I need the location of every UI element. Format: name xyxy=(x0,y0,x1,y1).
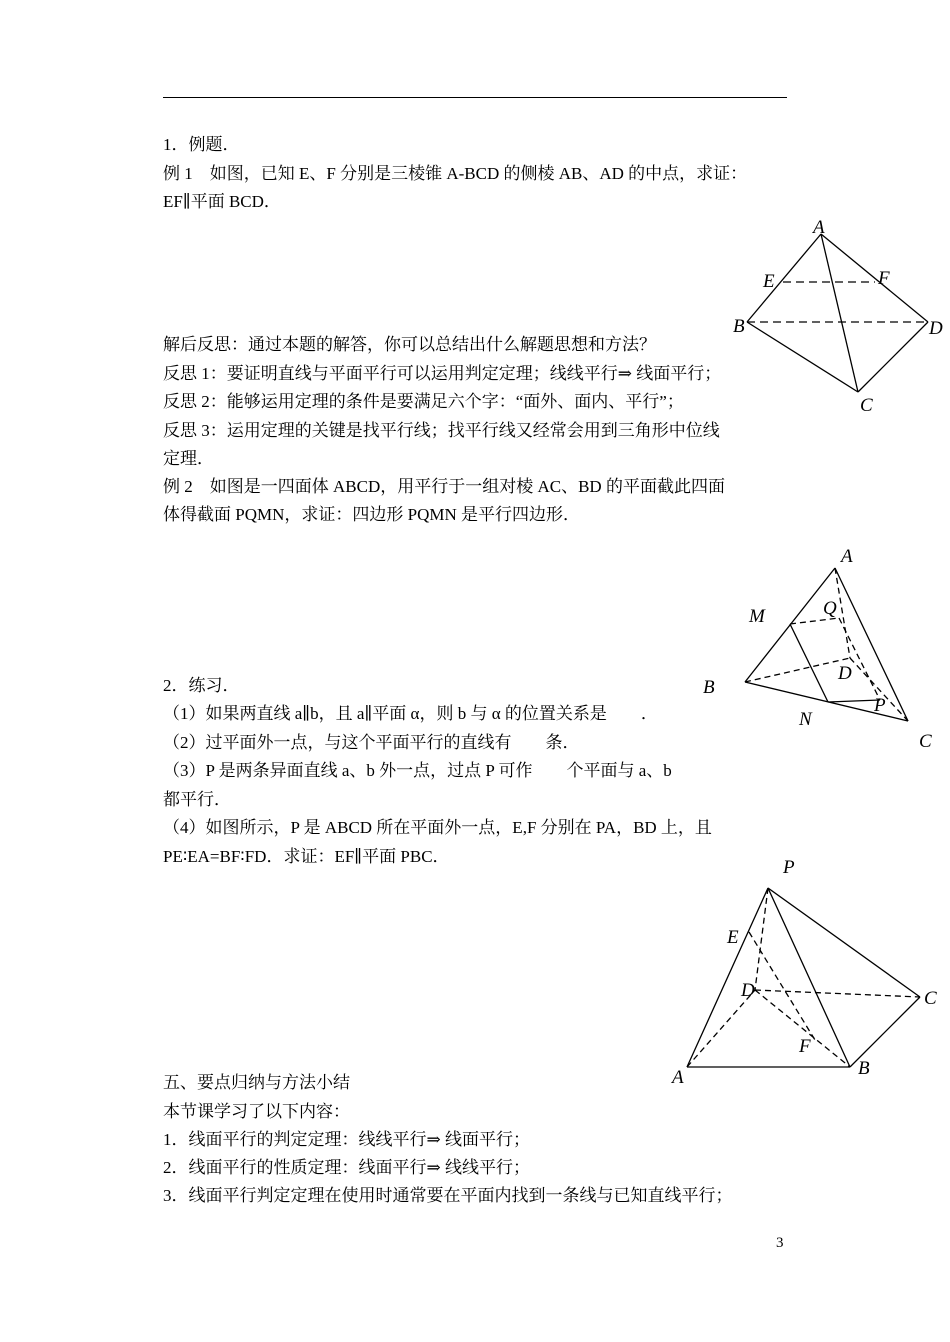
label-m: M xyxy=(749,606,765,627)
label-p: P xyxy=(783,857,795,878)
section2-heading: 2．练习． xyxy=(163,676,240,695)
edge-bc xyxy=(747,322,858,392)
figure-tetrahedron-pqmn xyxy=(695,540,950,765)
label-c: C xyxy=(919,731,932,752)
label-a: A xyxy=(841,546,853,567)
label-d: D xyxy=(929,318,943,339)
label-d: D xyxy=(741,980,755,1001)
label-q: Q xyxy=(823,598,837,619)
segment-ef-hidden xyxy=(749,932,815,1040)
label-b: B xyxy=(733,316,745,337)
edge-ac xyxy=(821,234,858,392)
exercise-3-line1: （3）P 是两条异面直线 a、b 外一点，过点 P 可作 个平面与 a、b xyxy=(163,761,672,780)
edge-dc-hidden xyxy=(755,990,920,997)
edge-ad-hidden xyxy=(687,990,755,1067)
edge-cd xyxy=(858,322,928,392)
reflection-3-line2: 定理． xyxy=(163,449,214,468)
summary-intro: 本节课学习了以下内容： xyxy=(163,1102,350,1121)
example2-line2: 体得截面 PQMN，求证：四边形 PQMN 是平行四边形． xyxy=(163,505,580,524)
edge-ab xyxy=(747,234,821,322)
exercise-4-line1: （4）如图所示，P 是 ABCD 所在平面外一点，E,F 分别在 PA，BD 上，且 xyxy=(163,818,712,837)
figure-pyramid-pabcd xyxy=(665,850,950,1090)
label-b: B xyxy=(703,677,715,698)
reflection-intro: 解后反思：通过本题的解答，你可以总结出什么解题思想和方法？ xyxy=(163,335,656,354)
section1-heading: 1．例题． xyxy=(163,135,240,154)
label-b: B xyxy=(858,1058,870,1079)
header-rule xyxy=(163,97,787,98)
label-p: P xyxy=(874,695,886,716)
reflection-3-line1: 反思 3：运用定理的关键是找平行线；找平行线又经常会用到三角形中位线 xyxy=(163,421,720,440)
edge-pa xyxy=(687,888,768,1067)
reflection-2: 反思 2：能够运用定理的条件是要满足六个字：“面外、面内、平行”； xyxy=(163,392,684,411)
label-f: F xyxy=(878,268,890,289)
page-number: 3 xyxy=(776,1235,784,1251)
summary-item-2: 2．线面平行的性质定理：线面平行⇒ 线线平行； xyxy=(163,1158,530,1177)
reflection-1: 反思 1：要证明直线与平面平行可以运用判定定理；线线平行⇒ 线面平行； xyxy=(163,364,722,383)
exercise-2: （2）过平面外一点，与这个平面平行的直线有 条． xyxy=(163,733,580,752)
edge-bc xyxy=(850,997,920,1067)
label-e: E xyxy=(727,927,739,948)
exercise-3-line2: 都平行． xyxy=(163,790,231,809)
segment-np xyxy=(828,700,880,702)
summary-item-3: 3．线面平行判定定理在使用时通常要在平面内找到一条线与已知直线平行； xyxy=(163,1186,733,1205)
label-a: A xyxy=(813,217,825,238)
label-a: A xyxy=(672,1067,684,1088)
summary-item-1: 1．线面平行的判定定理：线线平行⇒ 线面平行； xyxy=(163,1130,530,1149)
edge-pc xyxy=(768,888,920,997)
label-d: D xyxy=(838,663,852,684)
example2-line1: 例 2 如图是一四面体 ABCD，用平行于一组对棱 AC、BD 的平面截此四面 xyxy=(163,477,725,496)
exercise-1: （1）如果两直线 a∥b，且 a∥平面 α，则 b 与 α 的位置关系是 ． xyxy=(163,704,658,723)
exercise-4-line2: PE∶EA=BF∶FD．求证：EF∥平面 PBC． xyxy=(163,847,450,866)
label-f: F xyxy=(799,1036,811,1057)
section5-heading: 五、要点归纳与方法小结 xyxy=(163,1073,350,1092)
segment-mn xyxy=(790,624,828,702)
label-c: C xyxy=(860,395,873,416)
example1-line1: 例 1 如图，已知 E、F 分别是三棱锥 A-BCD 的侧棱 AB、AD 的中点，求证： xyxy=(163,164,748,183)
example1-line2: EF∥平面 BCD． xyxy=(163,192,281,211)
label-n: N xyxy=(799,709,812,730)
edge-ad-hidden xyxy=(835,568,850,658)
edge-ac xyxy=(835,568,908,721)
label-e: E xyxy=(763,271,775,292)
figure-tetrahedron-abcd xyxy=(725,210,950,420)
edge-ad xyxy=(821,234,928,322)
label-c: C xyxy=(924,988,937,1009)
